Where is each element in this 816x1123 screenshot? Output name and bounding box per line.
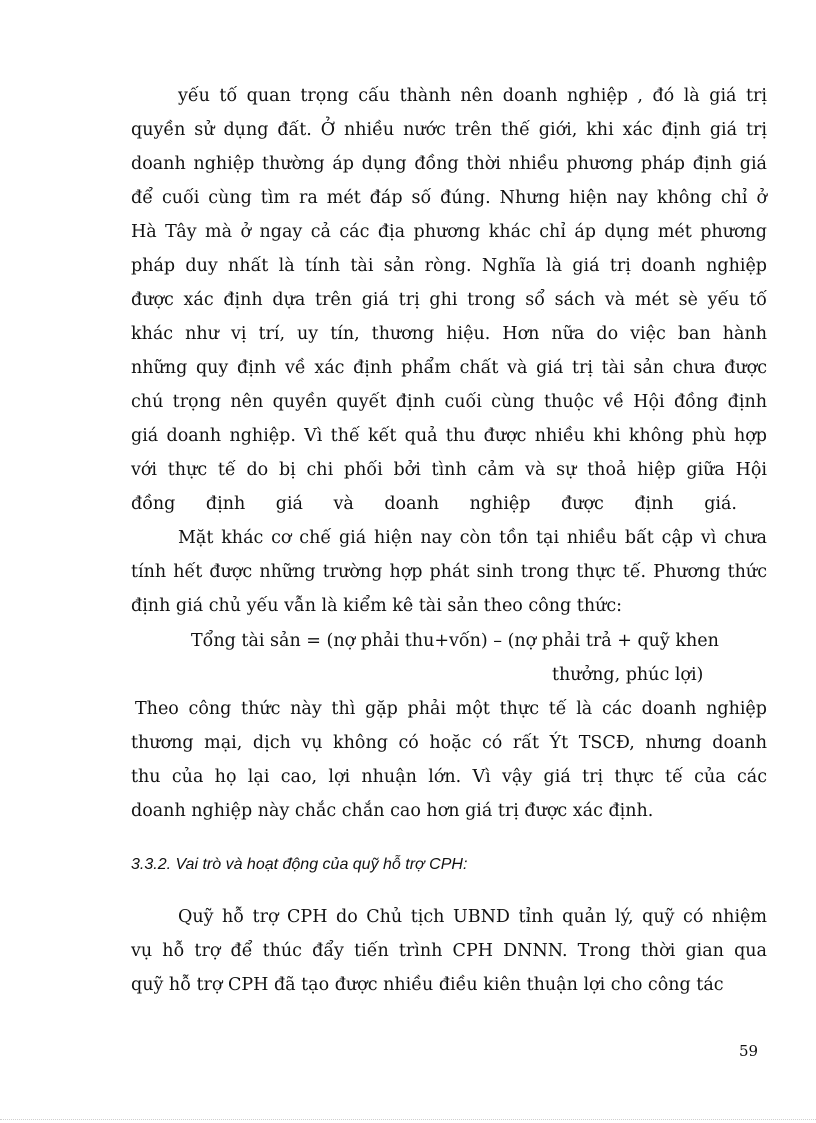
paragraph-line: Mặt khác cơ chế giá hiện nay còn tồn tại nhiều bất cập vì chưa: [178, 528, 767, 548]
paragraph-line: yếu tố quan trọng cấu thành nên doanh nghiệp , đó là giá trị: [178, 86, 767, 106]
paragraph-line: Theo công thức này thì gặp phải một thực tế là các doanh nghiệp: [135, 699, 767, 719]
paragraph-line: doanh nghiệp thường áp dụng đồng thời nhiều phương pháp định giá: [131, 154, 767, 174]
paragraph-line: những quy định về xác định phẩm chất và giá trị tài sản chưa được: [131, 358, 767, 378]
paragraph-line: định giá chủ yếu vẫn là kiểm kê tài sản theo công thức:: [131, 596, 623, 616]
paragraph-line: tính hết được những trường hợp phát sinh trong thực tế. Phương thức: [131, 562, 767, 582]
page-bottom-divider: [0, 1119, 816, 1120]
paragraph-line: với thực tế do bị chi phối bởi tình cảm và sự thoả hiệp giữa Hội: [131, 460, 767, 480]
paragraph-line: quỹ hỗ trợ CPH đã tạo được nhiều điều kiên thuận lợi cho công tác: [131, 975, 724, 995]
page-number: 59: [739, 1042, 759, 1060]
paragraph-line: Hà Tây mà ở ngay cả các địa phương khác chỉ áp dụng mét phương: [131, 222, 767, 242]
paragraph-line: được xác định dựa trên giá trị ghi trong sổ sách và mét sè yếu tố: [131, 290, 767, 310]
paragraph-line: để cuối cùng tìm ra mét đáp số đúng. Nhưng hiện nay không chỉ ở: [131, 188, 767, 208]
formula-line: Tổng tài sản = (nợ phải thu+vốn) – (nợ phải trả + quỹ khen: [191, 631, 719, 651]
paragraph-line: pháp duy nhất là tính tài sản ròng. Nghĩa là giá trị doanh nghiệp: [131, 256, 767, 276]
paragraph-line: giá doanh nghiệp. Vì thế kết quả thu được nhiều khi không phù hợp: [131, 426, 767, 446]
paragraph-line: Quỹ hỗ trợ CPH do Chủ tịch UBND tỉnh quản lý, quỹ có nhiệm: [178, 907, 767, 927]
paragraph-line: quyền sử dụng đất. Ở nhiều nước trên thế giới, khi xác định giá trị: [131, 120, 767, 140]
paragraph-line: vụ hỗ trợ để thúc đẩy tiến trình CPH DNNN. Trong thời gian qua: [131, 941, 767, 961]
section-heading: 3.3.2. Vai trò và hoạt động của quỹ hỗ trợ CPH:: [131, 856, 468, 873]
paragraph-line: thu của họ lại cao, lợi nhuận lớn. Vì vậy giá trị thực tế của các: [131, 767, 767, 787]
paragraph-line: khác như vị trí, uy tín, thương hiệu. Hơn nữa do việc ban hành: [131, 324, 767, 344]
paragraph-line: doanh nghiệp này chắc chắn cao hơn giá trị được xác định.: [131, 801, 654, 821]
paragraph-line: thương mại, dịch vụ không có hoặc có rất Ýt TSCĐ, nhưng doanh: [131, 733, 767, 753]
formula-line: thưởng, phúc lợi): [552, 665, 704, 685]
paragraph-line: đồng định giá và doanh nghiệp được định giá.: [131, 494, 737, 514]
paragraph-line: chú trọng nên quyền quyết định cuối cùng thuộc về Hội đồng định: [131, 392, 767, 412]
